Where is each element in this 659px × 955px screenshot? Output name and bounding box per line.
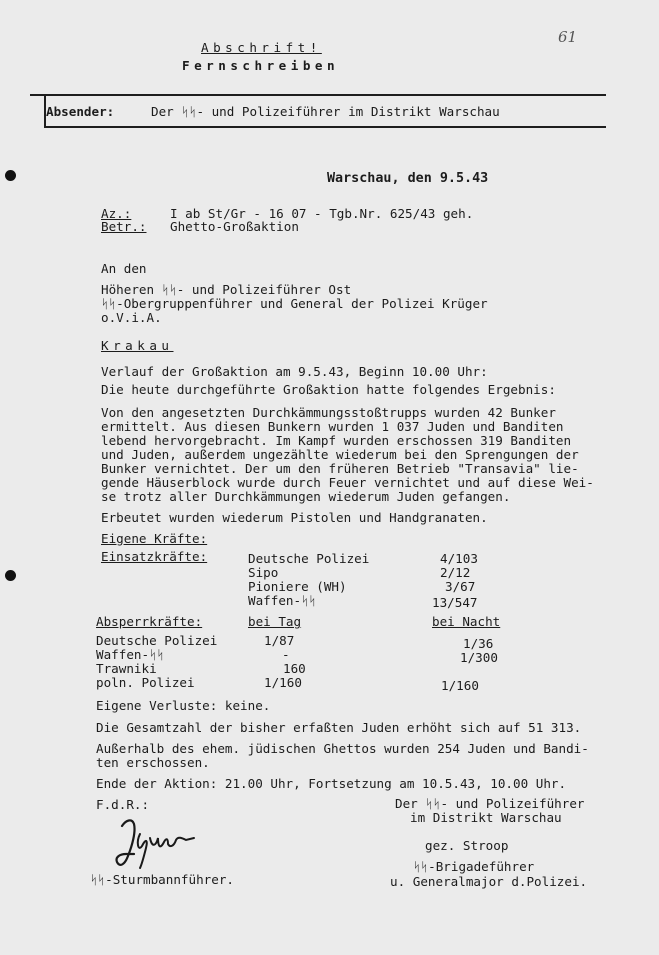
betr-label: Betr.: (101, 219, 147, 234)
punch-hole-bottom (5, 570, 16, 581)
recipient-line-3: ᛋᛋ-Obergruppenführer und General der Polizei Krüger (101, 296, 488, 311)
fernschreiben-heading: Fernschreiben (182, 58, 340, 73)
body-line-4: und Juden, außerdem ungezählte wiederum bei den Sprengungen der (101, 447, 579, 462)
recipient-line-4: o.V.i.A. (101, 310, 162, 325)
absender-rule (46, 126, 606, 128)
place-date (327, 171, 488, 186)
absperr-unit-3: Trawniki (96, 661, 157, 676)
ausserhalb-line-2: ten erschossen. (96, 755, 210, 770)
verluste-line: Eigene Verluste: keine. (96, 698, 271, 713)
absperr-day-3: 160 (283, 661, 306, 676)
az-label: Az.: (101, 206, 132, 221)
absperr-label: Absperrkräfte: (96, 614, 203, 629)
body-line-6: gende Häuserblock wurde durch Feuer vernichtet und auf diese Wei- (101, 475, 594, 490)
folio-number: 61 (558, 28, 578, 46)
einsatz-unit-3: Pioniere (WH) (248, 579, 347, 594)
absperr-night-1: 1/36 (463, 636, 494, 651)
absender-text: Der ᛋᛋ- und Polizeiführer im Distrikt Warschau (151, 104, 500, 119)
einsatz-value-3: 3/67 (445, 579, 476, 594)
signatory-left: ᛋᛋ-Sturmbannführer. (90, 872, 235, 887)
ausserhalb-line-1: Außerhalb des ehem. jüdischen Ghettos wurden 254 Juden und Bandi- (96, 741, 589, 756)
result-line: Die heute durchgeführte Großaktion hatte folgendes Ergebnis: (101, 382, 556, 397)
erbeutet-line: Erbeutet wurden wiederum Pistolen und Handgranaten. (101, 510, 488, 525)
recipient-line-2: Höheren ᛋᛋ- und Polizeiführer Ost (101, 282, 352, 297)
top-rule (30, 94, 606, 96)
city-heading: Krakau (101, 338, 174, 353)
punch-hole-top (5, 170, 16, 181)
signature-line-2: im Distrikt Warschau (410, 810, 562, 825)
signature-line-4: ᛋᛋ-Brigadeführer (413, 859, 535, 874)
left-rule (44, 96, 46, 128)
body-line-5: Bunker vernichtet. Der um den früheren Betrieb "Transavia" lie- (101, 461, 579, 476)
az-text: I ab St/Gr - 16 07 - Tgb.Nr. 625/43 geh. (170, 206, 474, 221)
einsatz-label: Einsatzkräfte: (101, 549, 208, 564)
absperr-col-night: bei Nacht (432, 614, 501, 629)
einsatz-unit-1: Deutsche Polizei (248, 551, 370, 566)
gesamtzahl-line: Die Gesamtzahl der bisher erfaßten Juden erhöht sich auf 51 313. (96, 720, 582, 735)
signature-line-1: Der ᛋᛋ- und Polizeiführer (395, 796, 585, 811)
abschrift-heading: Abschrift! (201, 40, 322, 55)
absperr-day-2: - (282, 647, 290, 662)
fdr-label: F.d.R.: (96, 797, 150, 812)
einsatz-unit-2: Sipo (248, 565, 279, 580)
absperr-night-4: 1/160 (441, 678, 479, 693)
signature-line-5: u. Generalmajor d.Polizei. (390, 874, 588, 889)
betr-text: Ghetto-Großaktion (170, 219, 299, 234)
absender-label: Absender: (46, 104, 115, 119)
place-date-text: Warschau, den 9.5.43 (327, 171, 489, 186)
body-line-7: se trotz aller Durchkämmungen wiederum Juden gefangen. (101, 489, 511, 504)
handwritten-signature (112, 812, 202, 872)
einsatz-value-1: 4/103 (440, 551, 478, 566)
absperr-unit-4: poln. Polizei (96, 675, 195, 690)
eigene-kraefte-heading: Eigene Kräfte: (101, 531, 208, 546)
body-line-3: lebend hervorgebracht. Im Kampf wurden erschossen 319 Banditen (101, 433, 572, 448)
signature-line-3: gez. Stroop (425, 838, 509, 853)
body-line-1: Von den angesetzten Durchkämmungsstoßtrupps wurden 42 Bunker (101, 405, 556, 420)
recipient-line-1: An den (101, 261, 147, 276)
intro-line: Verlauf der Großaktion am 9.5.43, Beginn 10.00 Uhr: (101, 364, 488, 379)
absperr-col-day: bei Tag (248, 614, 302, 629)
absperr-day-1: 1/87 (264, 633, 295, 648)
einsatz-value-2: 2/12 (440, 565, 471, 580)
absperr-day-4: 1/160 (264, 675, 302, 690)
einsatz-value-4: 13/547 (432, 595, 478, 610)
body-line-2: ermittelt. Aus diesen Bunkern wurden 1 037 Juden und Banditen (101, 419, 564, 434)
absperr-unit-1: Deutsche Polizei (96, 633, 218, 648)
ende-line: Ende der Aktion: 21.00 Uhr, Fortsetzung am 10.5.43, 10.00 Uhr. (96, 776, 567, 791)
absperr-night-2: 1/300 (460, 650, 498, 665)
einsatz-unit-4: Waffen-ᛋᛋ (248, 593, 317, 608)
absperr-unit-2: Waffen-ᛋᛋ (96, 647, 165, 662)
